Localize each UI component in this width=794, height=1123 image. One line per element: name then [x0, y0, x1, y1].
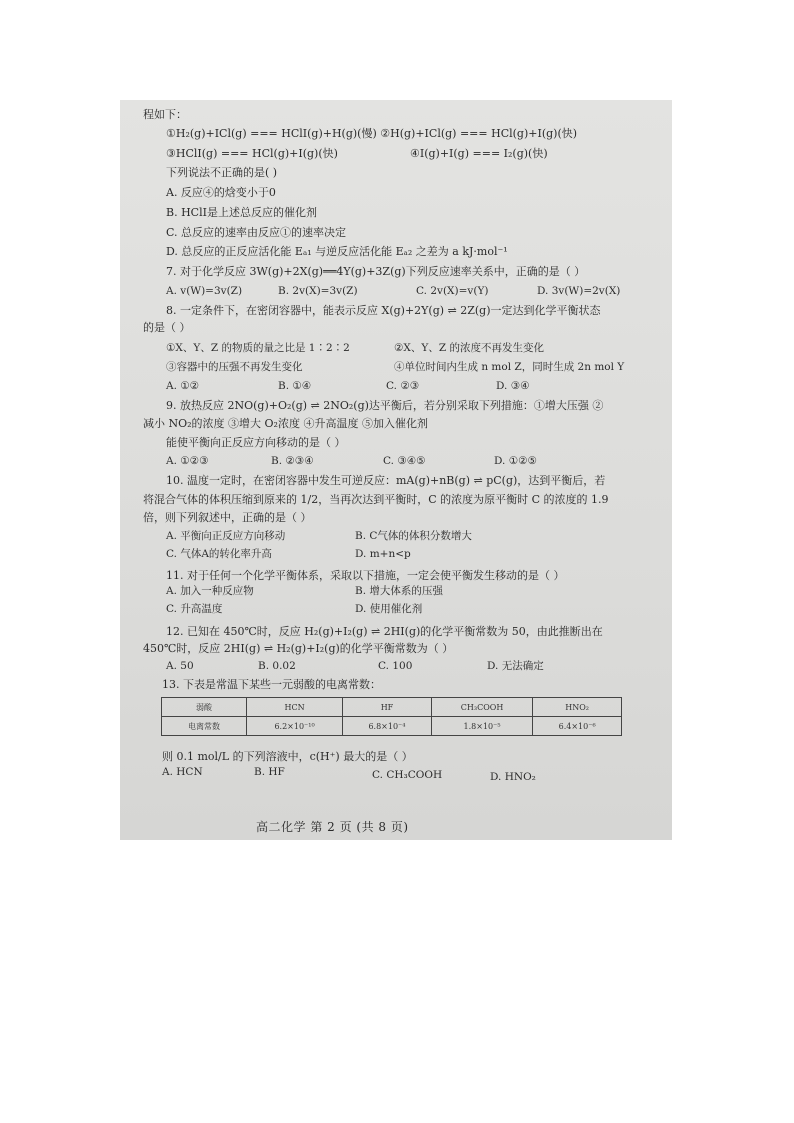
table-cell: 电离常数 — [162, 717, 247, 736]
question-10: 10. 温度一定时，在密闭容器中发生可逆反应：mA(g)+nB(g) ⇌ pC(g)，达到平衡后，若 — [166, 474, 606, 487]
q7-option-b: B. 2v(X)=3v(Z) — [278, 285, 358, 297]
q12-option-a: A. 50 — [166, 660, 194, 672]
q13-option-b: B. HF — [254, 766, 285, 778]
question-13: 13. 下表是常温下某些一元弱酸的电离常数： — [162, 678, 381, 691]
table-cell: 1.8×10⁻⁵ — [431, 717, 532, 736]
table-cell: 6.8×10⁻⁴ — [343, 717, 432, 736]
q13-option-a: A. HCN — [162, 766, 203, 778]
table-cell: 6.4×10⁻⁶ — [533, 717, 622, 736]
q13-option-c: C. CH₃COOH — [372, 769, 443, 781]
question-9: 9. 放热反应 2NO(g)+O₂(g) ⇌ 2NO₂(g)达平衡后，若分别采取下列措施：①增大压强 ② — [166, 399, 604, 412]
q10-option-b: B. C气体的体积分数增大 — [355, 530, 472, 542]
q7-option-d: D. 3v(W)=2v(X) — [537, 285, 621, 297]
table-header-row — [162, 698, 622, 717]
q12-option-d: D. 无法确定 — [487, 660, 544, 672]
table-cell: HF — [343, 698, 432, 717]
question-12-cont: 450℃时，反应 2HI(g) ⇌ H₂(g)+I₂(g)的化学平衡常数为（ ） — [143, 642, 454, 655]
question-stem: 下列说法不正确的是( ) — [166, 166, 278, 179]
q8-option-d: D. ③④ — [496, 380, 530, 392]
table-cell: 6.2×10⁻¹⁰ — [247, 717, 343, 736]
q9-option-a: A. ①②③ — [166, 455, 209, 467]
q11-option-b: B. 增大体系的压强 — [355, 585, 443, 597]
question-11: 11. 对于任何一个化学平衡体系，采取以下措施，一定会使平衡发生移动的是（ ） — [166, 569, 565, 582]
ionization-constant-table — [161, 697, 622, 736]
question-9-cont: 减小 NO₂的浓度 ③增大 O₂浓度 ④升高温度 ⑤加入催化剂 — [143, 417, 428, 430]
table-cell: HNO₂ — [533, 698, 622, 717]
q8-item-2: ②X、Y、Z 的浓度不再发生变化 — [394, 342, 544, 354]
q7-option-c: C. 2v(X)=v(Y) — [416, 285, 489, 297]
question-7: 7. 对于化学反应 3W(g)+2X(g)══4Y(g)+3Z(g)下列反应速率关系中，正确的是（ ） — [166, 265, 586, 278]
question-8-cont: 的是（ ） — [143, 321, 191, 334]
question-8: 8. 一定条件下，在密闭容器中，能表示反应 X(g)+2Y(g) ⇌ 2Z(g)一定达到化学平衡状态 — [166, 304, 601, 317]
q8-option-c: C. ②③ — [386, 380, 420, 392]
choice: A. 反应④的焓变小于0 — [166, 186, 276, 199]
question-9-cont: 能使平衡向正反应方向移动的是（ ） — [166, 436, 346, 449]
q9-option-c: C. ③④⑤ — [383, 455, 426, 467]
text-line: ③HClI(g) === HCl(g)+I(g)(快) — [166, 147, 338, 160]
question-10-cont: 将混合气体的体积压缩到原来的 1/2，当再次达到平衡时，C 的浓度为原平衡时 C 的浓度的 1.9 — [143, 493, 609, 506]
q7-option-a: A. v(W)=3v(Z) — [166, 285, 243, 297]
text-line: ④I(g)+I(g) === I₂(g)(快) — [410, 147, 548, 160]
q8-option-b: B. ①④ — [278, 380, 312, 392]
choice: B. HClI是上述总反应的催化剂 — [166, 206, 317, 219]
question-12: 12. 已知在 450℃时，反应 H₂(g)+I₂(g) ⇌ 2HI(g)的化学平衡常数为 50，由此推断出在 — [166, 625, 603, 638]
table-row — [162, 717, 622, 736]
q10-option-a: A. 平衡向正反应方向移动 — [166, 530, 286, 542]
q8-option-a: A. ①② — [166, 380, 200, 392]
q9-option-d: D. ①②⑤ — [494, 455, 537, 467]
q12-option-b: B. 0.02 — [258, 660, 296, 672]
q8-item-3: ③容器中的压强不再发生变化 — [166, 361, 303, 373]
q12-option-c: C. 100 — [378, 660, 413, 672]
q11-option-a: A. 加入一种反应物 — [166, 585, 254, 597]
page-footer: 高二化学 第 2 页 (共 8 页) — [256, 820, 409, 834]
choice: C. 总反应的速率由反应①的速率决定 — [166, 226, 347, 239]
text-line: 程如下： — [143, 108, 187, 121]
table-cell: 弱酸 — [162, 698, 247, 717]
q8-item-1: ①X、Y、Z 的物质的量之比是 1∶2∶2 — [166, 342, 350, 354]
text-line: ①H₂(g)+ICl(g) === HClI(g)+H(g)(慢) ②H(g)+ICl(g) === HCl(g)+I(g)(快) — [166, 127, 578, 140]
choice: D. 总反应的正反应活化能 Eₐ₁ 与逆反应活化能 Eₐ₂ 之差为 a kJ·mol⁻¹ — [166, 245, 508, 258]
q8-item-4: ④单位时间内生成 n mol Z，同时生成 2n mol Y — [394, 361, 625, 373]
q11-option-c: C. 升高温度 — [166, 603, 223, 615]
question-13-stem: 则 0.1 mol/L 的下列溶液中，c(H⁺) 最大的是（ ） — [162, 750, 413, 763]
table-cell: CH₃COOH — [431, 698, 532, 717]
q9-option-b: B. ②③④ — [271, 455, 314, 467]
q13-option-d: D. HNO₂ — [490, 771, 536, 783]
q10-option-d: D. m+n<p — [355, 548, 411, 560]
q10-option-c: C. 气体A的转化率升高 — [166, 548, 272, 560]
q11-option-d: D. 使用催化剂 — [355, 603, 423, 615]
table-cell: HCN — [247, 698, 343, 717]
question-10-cont: 倍，则下列叙述中，正确的是（ ） — [143, 511, 312, 524]
